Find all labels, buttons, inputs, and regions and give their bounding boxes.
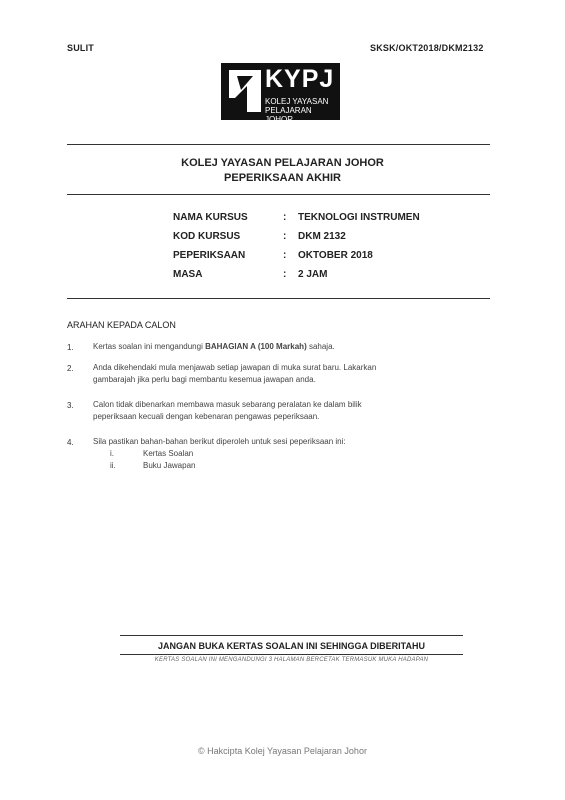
exam-title: PEPERIKSAAN AKHIR <box>224 172 341 184</box>
title-rule <box>67 194 490 195</box>
logo-text-big: KYPJ <box>265 65 335 93</box>
item-bold-text: BAHAGIAN A (100 Markah) <box>205 342 307 351</box>
info-separator: : <box>283 231 287 242</box>
info-label: PEPERIKSAAN <box>173 250 246 261</box>
item-text: gambarajah jika perlu bagi membantu kesemua jawapan anda. <box>93 375 316 384</box>
info-rule <box>67 298 490 299</box>
logo-emblem-icon <box>227 68 263 114</box>
info-separator: : <box>283 250 287 261</box>
logo-text-line1: KOLEJ YAYASAN <box>265 97 329 106</box>
header-left: SULIT <box>67 43 94 53</box>
item-text: Calon tidak dibenarkan membawa masuk sebarang peralatan ke dalam bilik <box>93 400 362 409</box>
info-label: KOD KURSUS <box>173 231 241 242</box>
info-value: 2 JAM <box>298 269 328 280</box>
info-separator: : <box>283 212 287 223</box>
item-text: Sila pastikan bahan-bahan berikut diperoleh untuk sesi peperiksaan ini: <box>93 437 346 446</box>
item-number: 3. <box>67 401 74 410</box>
sub-item-number: i. <box>110 449 114 458</box>
copyright-notice: © Hakcipta Kolej Yayasan Pelajaran Johor <box>198 746 367 756</box>
info-label: MASA <box>173 269 203 280</box>
instructions-heading: ARAHAN KEPADA CALON <box>67 320 176 330</box>
info-separator: : <box>283 269 287 280</box>
item-number: 4. <box>67 438 74 447</box>
sub-item-number: ii. <box>110 461 116 470</box>
footer-rule-bottom <box>120 654 463 655</box>
info-value: DKM 2132 <box>298 231 346 242</box>
info-value: TEKNOLOGI INSTRUMEN <box>298 212 420 223</box>
item-text: Anda dikehendaki mula menjawab setiap jawapan di muka surat baru. Lakarkan <box>93 363 377 372</box>
page-count-note: KERTAS SOALAN INI MENGANDUNGI 3 HALAMAN BERCETAK TERMASUK MUKA HADAPAN <box>154 657 429 663</box>
info-label: NAMA KURSUS <box>173 212 248 223</box>
info-value: OKTOBER 2018 <box>298 250 373 261</box>
sub-item-text: Buku Jawapan <box>143 461 196 470</box>
item-number: 1. <box>67 343 74 352</box>
item-text: peperiksaan kecuali dengan kebenaran pengawas peperiksaan. <box>93 412 320 421</box>
item-number: 2. <box>67 364 74 373</box>
footer-rule-top <box>120 635 463 636</box>
top-rule <box>67 144 490 145</box>
item-text: Kertas soalan ini mengandungi <box>93 342 206 351</box>
kypj-logo <box>221 63 340 124</box>
header-right: SKSK/OKT2018/DKM2132 <box>370 43 484 53</box>
institution-title: KOLEJ YAYASAN PELAJARAN JOHOR <box>181 157 384 169</box>
sub-item-text: Kertas Soalan <box>143 449 194 458</box>
logo-text-line2: PELAJARAN JOHOR <box>265 106 312 124</box>
instruction-item-1 <box>93 341 335 353</box>
do-not-open-warning: JANGAN BUKA KERTAS SOALAN INI SEHINGGA DIBERITAHU <box>157 641 425 651</box>
item-text: sahaja. <box>306 342 335 351</box>
